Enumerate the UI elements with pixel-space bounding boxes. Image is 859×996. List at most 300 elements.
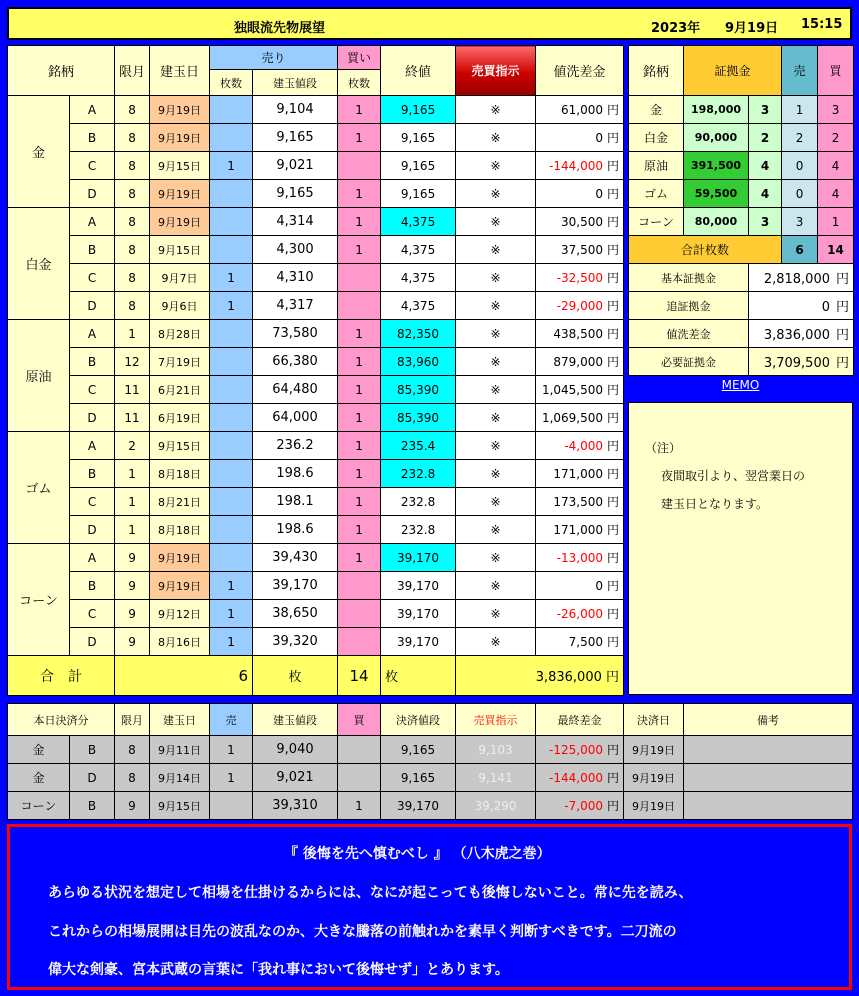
sell-qty — [210, 124, 253, 152]
quote-line-2: これからの相場展開は目先の波乱なのか、大きな騰落の前触れかを素早く判断すべきです。二刀流の — [48, 924, 677, 940]
mark-to-market-diff: -13,000 円 — [536, 544, 624, 572]
instruction-mark: ※ — [456, 180, 536, 208]
instruction-mark: ※ — [456, 460, 536, 488]
margin-buy-qty: 3 — [818, 96, 854, 124]
close-price: 39,170 — [381, 544, 456, 572]
margin-header-meigara: 銘柄 — [629, 46, 684, 96]
settle-header-today: 本日決済分 — [8, 704, 115, 736]
margin-amount: 90,000 — [684, 124, 749, 152]
quote-line-3: 偉大な剣豪、宮本武蔵の言葉に「我れ事において後悔せず」とあります。 — [48, 962, 509, 978]
entry-date: 9月19日 — [150, 124, 210, 152]
position-row — [8, 208, 624, 236]
margin-buy-qty: 1 — [818, 208, 854, 236]
margin-row — [629, 124, 854, 152]
contract-month: 11 — [115, 404, 150, 432]
buy-qty: 1 — [338, 404, 381, 432]
buy-qty — [338, 264, 381, 292]
contract-month: 1 — [115, 488, 150, 516]
entry-price: 73,580 — [253, 320, 338, 348]
sell-qty — [210, 460, 253, 488]
contract-code: B — [70, 124, 115, 152]
entry-date: 9月19日 — [150, 572, 210, 600]
settle-header-tategyokubi: 建玉日 — [150, 704, 210, 736]
margin-total-label: 合計枚数 — [629, 236, 782, 264]
contract-code: B — [70, 236, 115, 264]
buy-qty — [338, 152, 381, 180]
contract-code: D — [70, 404, 115, 432]
header-tategyokubi: 建玉日 — [150, 46, 210, 96]
margin-commodity: 金 — [629, 96, 684, 124]
instruction-mark: ※ — [456, 152, 536, 180]
settle-instruction: 9,141 — [456, 764, 536, 792]
mark-to-market-diff: 173,500 円 — [536, 488, 624, 516]
margin-sell-qty: 2 — [782, 124, 818, 152]
settle-header-settle-price: 決済値段 — [381, 704, 456, 736]
entry-price: 236.2 — [253, 432, 338, 460]
entry-price: 39,430 — [253, 544, 338, 572]
contract-code: C — [70, 488, 115, 516]
instruction-mark: ※ — [456, 264, 536, 292]
settle-final-diff: -7,000 円 — [536, 792, 624, 820]
settle-final-diff: -125,000 円 — [536, 736, 624, 764]
mark-to-market-diff: 37,500 円 — [536, 236, 624, 264]
settle-code: D — [70, 764, 115, 792]
quote-panel — [7, 824, 852, 990]
header-sell-qty: 枚数 — [210, 70, 253, 96]
entry-date: 9月19日 — [150, 96, 210, 124]
mark-to-market-diff: 171,000 円 — [536, 460, 624, 488]
contract-month: 1 — [115, 516, 150, 544]
settle-entry-date: 9月14日 — [150, 764, 210, 792]
buy-qty: 1 — [338, 488, 381, 516]
contract-month: 9 — [115, 628, 150, 656]
settle-final-diff: -144,000 円 — [536, 764, 624, 792]
entry-price: 4,300 — [253, 236, 338, 264]
margin-header-sell: 売 — [782, 46, 818, 96]
entry-date: 9月15日 — [150, 236, 210, 264]
instruction-mark: ※ — [456, 432, 536, 460]
title-bar — [7, 7, 852, 40]
commodity-name: 白金 — [8, 208, 70, 320]
memo-line-2: 夜間取引より、翌営業日の — [661, 469, 806, 483]
margin-sell-qty: 0 — [782, 152, 818, 180]
close-price: 9,165 — [381, 124, 456, 152]
header-meigara: 銘柄 — [8, 46, 115, 96]
entry-date: 8月21日 — [150, 488, 210, 516]
contract-month: 1 — [115, 460, 150, 488]
margin-row — [629, 152, 854, 180]
margin-body — [629, 96, 854, 236]
settle-header-note: 備考 — [684, 704, 853, 736]
summary-label: 基本証拠金 — [629, 264, 749, 292]
margin-multiplier: 4 — [749, 180, 782, 208]
settle-header-settle-date: 決済日 — [624, 704, 684, 736]
contract-code: D — [70, 292, 115, 320]
summary-row — [629, 348, 854, 376]
contract-code: D — [70, 180, 115, 208]
margin-sell-qty: 3 — [782, 208, 818, 236]
contract-code: B — [70, 348, 115, 376]
position-row — [8, 96, 624, 124]
buy-qty: 1 — [338, 376, 381, 404]
instruction-mark: ※ — [456, 292, 536, 320]
entry-price: 198.6 — [253, 516, 338, 544]
position-row — [8, 544, 624, 572]
settle-buy-qty — [338, 764, 381, 792]
mark-to-market-diff: 0 円 — [536, 180, 624, 208]
settlement-body — [8, 736, 853, 820]
entry-date: 9月7日 — [150, 264, 210, 292]
mark-to-market-diff: -29,000 円 — [536, 292, 624, 320]
contract-code: D — [70, 516, 115, 544]
instruction-mark: ※ — [456, 572, 536, 600]
total-diff: 3,836,000 円 — [456, 656, 624, 696]
close-price: 9,165 — [381, 152, 456, 180]
settle-month: 8 — [115, 736, 150, 764]
buy-qty — [338, 628, 381, 656]
sell-qty — [210, 488, 253, 516]
sell-qty: 1 — [210, 600, 253, 628]
contract-code: B — [70, 572, 115, 600]
position-row — [8, 628, 624, 656]
contract-month: 8 — [115, 208, 150, 236]
buy-qty: 1 — [338, 208, 381, 236]
entry-date: 7月19日 — [150, 348, 210, 376]
instruction-mark: ※ — [456, 208, 536, 236]
summary-row — [629, 264, 854, 292]
contract-code: C — [70, 376, 115, 404]
summary-label: 必要証拠金 — [629, 348, 749, 376]
buy-qty: 1 — [338, 460, 381, 488]
commodity-name: ゴム — [8, 432, 70, 544]
summary-value: 3,709,500 円 — [749, 348, 854, 376]
settle-commodity: 金 — [8, 736, 70, 764]
title-time: 15:15 — [801, 17, 843, 32]
contract-month: 8 — [115, 152, 150, 180]
entry-date: 9月15日 — [150, 152, 210, 180]
sell-qty — [210, 96, 253, 124]
settle-header-sell: 売 — [210, 704, 253, 736]
contract-code: C — [70, 600, 115, 628]
buy-qty: 1 — [338, 320, 381, 348]
entry-price: 39,320 — [253, 628, 338, 656]
quote-line-1: あらゆる状況を想定して相場を仕掛けるからには、なにが起こっても後悔しないこと。常に先を読み、 — [48, 885, 693, 901]
memo-line-3: 建玉日となります。 — [661, 497, 769, 511]
commodity-name: 金 — [8, 96, 70, 208]
summary-label: 追証拠金 — [629, 292, 749, 320]
margin-header-buy: 買 — [818, 46, 854, 96]
header-gengetsu: 限月 — [115, 46, 150, 96]
mark-to-market-diff: -144,000 円 — [536, 152, 624, 180]
buy-qty: 1 — [338, 236, 381, 264]
settle-code: B — [70, 736, 115, 764]
close-price: 4,375 — [381, 236, 456, 264]
mark-to-market-diff: 30,500 円 — [536, 208, 624, 236]
close-price: 9,165 — [381, 96, 456, 124]
close-price: 232.8 — [381, 516, 456, 544]
entry-date: 9月6日 — [150, 292, 210, 320]
margin-buy-qty: 2 — [818, 124, 854, 152]
total-buy-qty: 14 — [338, 656, 381, 696]
contract-month: 1 — [115, 320, 150, 348]
entry-price: 39,170 — [253, 572, 338, 600]
entry-date: 9月15日 — [150, 432, 210, 460]
position-row — [8, 432, 624, 460]
margin-row — [629, 180, 854, 208]
close-price: 39,170 — [381, 600, 456, 628]
contract-month: 8 — [115, 236, 150, 264]
commodity-name: 原油 — [8, 320, 70, 432]
title-year: 2023年 — [651, 21, 701, 36]
buy-qty: 1 — [338, 544, 381, 572]
settle-commodity: 金 — [8, 764, 70, 792]
entry-date: 8月18日 — [150, 516, 210, 544]
close-price: 4,375 — [381, 292, 456, 320]
sell-qty — [210, 404, 253, 432]
margin-amount: 391,500 — [684, 152, 749, 180]
buy-qty — [338, 572, 381, 600]
instruction-mark: ※ — [456, 124, 536, 152]
settle-price: 9,165 — [381, 764, 456, 792]
contract-month: 9 — [115, 600, 150, 628]
close-price: 85,390 — [381, 376, 456, 404]
settlement-row — [8, 736, 853, 764]
margin-amount: 80,000 — [684, 208, 749, 236]
position-row — [8, 348, 624, 376]
instruction-mark: ※ — [456, 376, 536, 404]
sell-qty — [210, 376, 253, 404]
trade-instruction-button[interactable]: 売買指示 — [456, 46, 536, 96]
instruction-mark: ※ — [456, 236, 536, 264]
sell-qty — [210, 348, 253, 376]
settle-entry-price: 9,040 — [253, 736, 338, 764]
position-row — [8, 572, 624, 600]
mark-to-market-diff: -26,000 円 — [536, 600, 624, 628]
settle-entry-date: 9月11日 — [150, 736, 210, 764]
contract-month: 8 — [115, 124, 150, 152]
settle-price: 9,165 — [381, 736, 456, 764]
close-price: 235.4 — [381, 432, 456, 460]
margin-buy-qty: 4 — [818, 152, 854, 180]
settle-commodity: コーン — [8, 792, 70, 820]
margin-table — [628, 45, 854, 376]
sell-qty — [210, 544, 253, 572]
sell-qty — [210, 236, 253, 264]
buy-qty: 1 — [338, 180, 381, 208]
header-entry-price: 建玉値段 — [253, 70, 338, 96]
contract-month: 8 — [115, 264, 150, 292]
close-price: 39,170 — [381, 628, 456, 656]
entry-date: 8月16日 — [150, 628, 210, 656]
close-price: 85,390 — [381, 404, 456, 432]
sell-qty — [210, 180, 253, 208]
entry-price: 9,165 — [253, 124, 338, 152]
settle-date: 9月19日 — [624, 792, 684, 820]
margin-commodity: コーン — [629, 208, 684, 236]
instruction-mark: ※ — [456, 544, 536, 572]
contract-code: A — [70, 96, 115, 124]
margin-multiplier: 2 — [749, 124, 782, 152]
total-buy-unit: 枚 — [381, 656, 456, 696]
settle-instruction: 39,290 — [456, 792, 536, 820]
contract-code: D — [70, 628, 115, 656]
entry-date: 9月19日 — [150, 208, 210, 236]
header-mark-to-market: 値洗差金 — [536, 46, 624, 96]
commodity-name: コーン — [8, 544, 70, 656]
sell-qty — [210, 208, 253, 236]
buy-qty — [338, 292, 381, 320]
instruction-mark: ※ — [456, 96, 536, 124]
margin-commodity: 原油 — [629, 152, 684, 180]
entry-price: 9,104 — [253, 96, 338, 124]
settlement-table — [7, 703, 853, 820]
margin-total-buy: 14 — [818, 236, 854, 264]
total-label: 合 計 — [8, 656, 115, 696]
settle-sell-qty: 1 — [210, 764, 253, 792]
entry-price: 4,314 — [253, 208, 338, 236]
margin-row — [629, 208, 854, 236]
instruction-mark: ※ — [456, 516, 536, 544]
close-price: 82,350 — [381, 320, 456, 348]
header-buy: 買い — [338, 46, 381, 70]
contract-month: 12 — [115, 348, 150, 376]
contract-month: 8 — [115, 292, 150, 320]
positions-table — [7, 45, 624, 696]
entry-price: 4,317 — [253, 292, 338, 320]
sell-qty — [210, 432, 253, 460]
margin-total-sell: 6 — [782, 236, 818, 264]
summary-value: 2,818,000 円 — [749, 264, 854, 292]
position-row — [8, 404, 624, 432]
entry-date: 9月19日 — [150, 544, 210, 572]
sell-qty: 1 — [210, 628, 253, 656]
entry-price: 64,480 — [253, 376, 338, 404]
margin-buy-qty: 4 — [818, 180, 854, 208]
instruction-mark: ※ — [456, 628, 536, 656]
margin-multiplier: 3 — [749, 208, 782, 236]
entry-date: 6月19日 — [150, 404, 210, 432]
mark-to-market-diff: -4,000 円 — [536, 432, 624, 460]
position-row — [8, 264, 624, 292]
close-price: 39,170 — [381, 572, 456, 600]
margin-row — [629, 96, 854, 124]
settle-code: B — [70, 792, 115, 820]
mark-to-market-diff: 438,500 円 — [536, 320, 624, 348]
quote-title: 『 後悔を先へ慎むべし 』 （八木虎之巻） — [284, 846, 551, 862]
margin-multiplier: 3 — [749, 96, 782, 124]
entry-price: 66,380 — [253, 348, 338, 376]
settle-date: 9月19日 — [624, 736, 684, 764]
margin-sell-qty: 1 — [782, 96, 818, 124]
contract-month: 11 — [115, 376, 150, 404]
contract-month: 8 — [115, 180, 150, 208]
instruction-mark: ※ — [456, 348, 536, 376]
contract-month: 2 — [115, 432, 150, 460]
summary-row — [629, 320, 854, 348]
contract-month: 9 — [115, 544, 150, 572]
margin-commodity: 白金 — [629, 124, 684, 152]
margin-header-amount: 証拠金 — [684, 46, 782, 96]
settle-header-buy: 買 — [338, 704, 381, 736]
buy-qty: 1 — [338, 516, 381, 544]
margin-commodity: ゴム — [629, 180, 684, 208]
sell-qty — [210, 516, 253, 544]
instruction-mark: ※ — [456, 320, 536, 348]
position-row — [8, 320, 624, 348]
mark-to-market-diff: 879,000 円 — [536, 348, 624, 376]
entry-date: 9月12日 — [150, 600, 210, 628]
settle-header-gengetsu: 限月 — [115, 704, 150, 736]
close-price: 4,375 — [381, 208, 456, 236]
settle-entry-price: 9,021 — [253, 764, 338, 792]
sell-qty: 1 — [210, 292, 253, 320]
mark-to-market-diff: 171,000 円 — [536, 516, 624, 544]
close-price: 4,375 — [381, 264, 456, 292]
contract-code: A — [70, 544, 115, 572]
memo-box — [628, 402, 853, 695]
settle-month: 8 — [115, 764, 150, 792]
entry-price: 9,165 — [253, 180, 338, 208]
settle-header-entry-price: 建玉値段 — [253, 704, 338, 736]
mark-to-market-diff: 7,500 円 — [536, 628, 624, 656]
title-date: 9月19日 — [725, 21, 779, 36]
mark-to-market-diff: 0 円 — [536, 124, 624, 152]
settle-date: 9月19日 — [624, 764, 684, 792]
close-price: 232.8 — [381, 488, 456, 516]
settle-price: 39,170 — [381, 792, 456, 820]
settle-note — [684, 792, 853, 820]
entry-price: 64,000 — [253, 404, 338, 432]
position-row — [8, 600, 624, 628]
entry-date: 8月28日 — [150, 320, 210, 348]
memo-link[interactable]: MEMO — [721, 378, 760, 392]
entry-price: 9,021 — [253, 152, 338, 180]
settle-sell-qty: 1 — [210, 736, 253, 764]
settle-month: 9 — [115, 792, 150, 820]
settle-entry-price: 39,310 — [253, 792, 338, 820]
sell-qty: 1 — [210, 572, 253, 600]
contract-month: 9 — [115, 572, 150, 600]
entry-price: 198.6 — [253, 460, 338, 488]
instruction-mark: ※ — [456, 404, 536, 432]
entry-price: 4,310 — [253, 264, 338, 292]
mark-to-market-diff: 0 円 — [536, 572, 624, 600]
instruction-mark: ※ — [456, 600, 536, 628]
position-row — [8, 180, 624, 208]
sell-qty — [210, 320, 253, 348]
page-title: 独眼流先物展望 — [234, 21, 326, 36]
contract-code: A — [70, 208, 115, 236]
buy-qty: 1 — [338, 96, 381, 124]
entry-date: 6月21日 — [150, 376, 210, 404]
positions-body — [8, 96, 624, 656]
position-row — [8, 292, 624, 320]
summary-row — [629, 292, 854, 320]
margin-sell-qty: 0 — [782, 180, 818, 208]
margin-multiplier: 4 — [749, 152, 782, 180]
entry-date: 8月18日 — [150, 460, 210, 488]
summary-label: 値洗差金 — [629, 320, 749, 348]
header-sell: 売り — [210, 46, 338, 70]
summary-body — [629, 264, 854, 376]
buy-qty: 1 — [338, 348, 381, 376]
settle-buy-qty: 1 — [338, 792, 381, 820]
contract-code: A — [70, 432, 115, 460]
header-close: 終値 — [381, 46, 456, 96]
mark-to-market-diff: 1,069,500 円 — [536, 404, 624, 432]
entry-price: 198.1 — [253, 488, 338, 516]
contract-month: 8 — [115, 96, 150, 124]
